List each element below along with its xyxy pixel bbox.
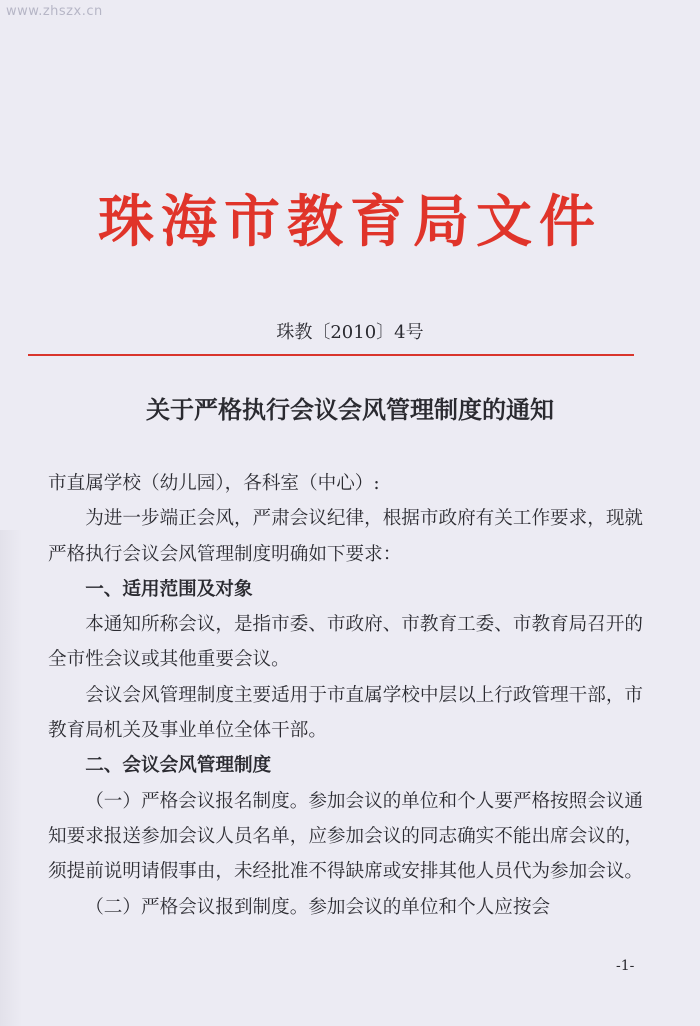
scan-edge xyxy=(0,530,22,1026)
section1-paragraph-2: 会议会风管理制度主要适用于市直属学校中层以上行政管理干部，市教育局机关及事业单位全体干部。 xyxy=(48,684,644,742)
section1-heading: 一、适用范围及对象 xyxy=(85,578,253,600)
document-number: 珠教〔2010〕4号 xyxy=(276,322,424,343)
document-body xyxy=(48,466,644,925)
salutation: 市直属学校（幼儿园），各科室（中心）: xyxy=(48,473,380,494)
watermark: www.zhszx.cn xyxy=(6,4,103,19)
section2-item-1: （一）严格会议报名制度。参加会议的单位和个人要严格按照会议通知要求报送参加会议人员名单，应参加会议的同志确实不能出席会议的，须提前说明请假事由，未经批准不得缺席或安排其他人员代为参加会议。 xyxy=(48,790,644,883)
header-divider xyxy=(28,354,634,356)
section1-paragraph-1: 本通知所称会议，是指市委、市政府、市教育工委、市教育局召开的全市性会议或其他重要会议。 xyxy=(48,614,644,671)
document-header-title: 珠海市教育局文件 xyxy=(98,189,602,255)
section2-item-2: （二）严格会议报到制度。参加会议的单位和个人应按会 xyxy=(85,896,551,918)
page-number: -1- xyxy=(616,958,635,974)
section2-heading: 二、会议会风管理制度 xyxy=(85,755,272,777)
intro-paragraph: 为进一步端正会风，严肃会议纪律，根据市政府有关工作要求，现就严格执行会议会风管理制度明确如下要求： xyxy=(48,508,644,565)
notice-title: 关于严格执行会议会风管理制度的通知 xyxy=(146,395,554,424)
